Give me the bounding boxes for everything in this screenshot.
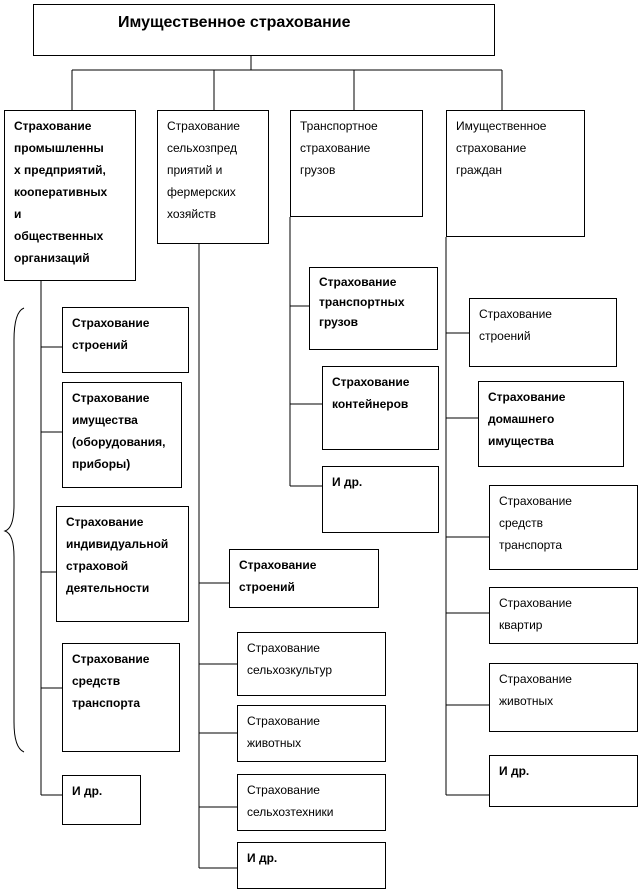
industrial-item-property: Страхование имущества (оборудования, приборы) — [62, 382, 182, 488]
category-industrial: Страхование промышленны х предприятий, кооперативных и общественных организаций — [4, 110, 136, 281]
transport-item-other: И др. — [322, 466, 439, 533]
agricultural-item-machinery: Страхование сельхозтехники — [237, 774, 386, 831]
agricultural-item-crops: Страхование сельхозкультур — [237, 632, 386, 696]
citizens-item-buildings: Страхование строений — [469, 298, 617, 367]
category-citizens: Имущественное страхование граждан — [446, 110, 585, 237]
citizens-item-animals: Страхование животных — [489, 663, 638, 732]
transport-item-cargo: Страхование транспортных грузов — [309, 267, 438, 350]
agricultural-item-animals: Страхование животных — [237, 705, 386, 762]
industrial-item-other: И др. — [62, 775, 141, 825]
agricultural-item-other: И др. — [237, 842, 386, 889]
citizens-item-transport-means: Страхование средств транспорта — [489, 485, 638, 570]
category-transport: Транспортное страхование грузов — [290, 110, 423, 217]
diagram-title: Имущественное страхование — [33, 4, 495, 56]
transport-item-containers: Страхование контейнеров — [322, 366, 439, 450]
industrial-item-buildings: Страхование строений — [62, 307, 189, 373]
industrial-item-transport-means: Страхование средств транспорта — [62, 643, 180, 752]
category-agricultural: Страхование сельхозпред приятий и фермерских хозяйств — [157, 110, 269, 244]
citizens-item-household-property: Страхование домашнего имущества — [478, 381, 624, 467]
citizens-item-apartments: Страхование квартир — [489, 587, 638, 644]
industrial-item-individual-activity: Страхование индивидуальной страховой деятельности — [56, 506, 189, 622]
citizens-item-other: И др. — [489, 755, 638, 807]
agricultural-item-buildings: Страхование строений — [229, 549, 379, 608]
